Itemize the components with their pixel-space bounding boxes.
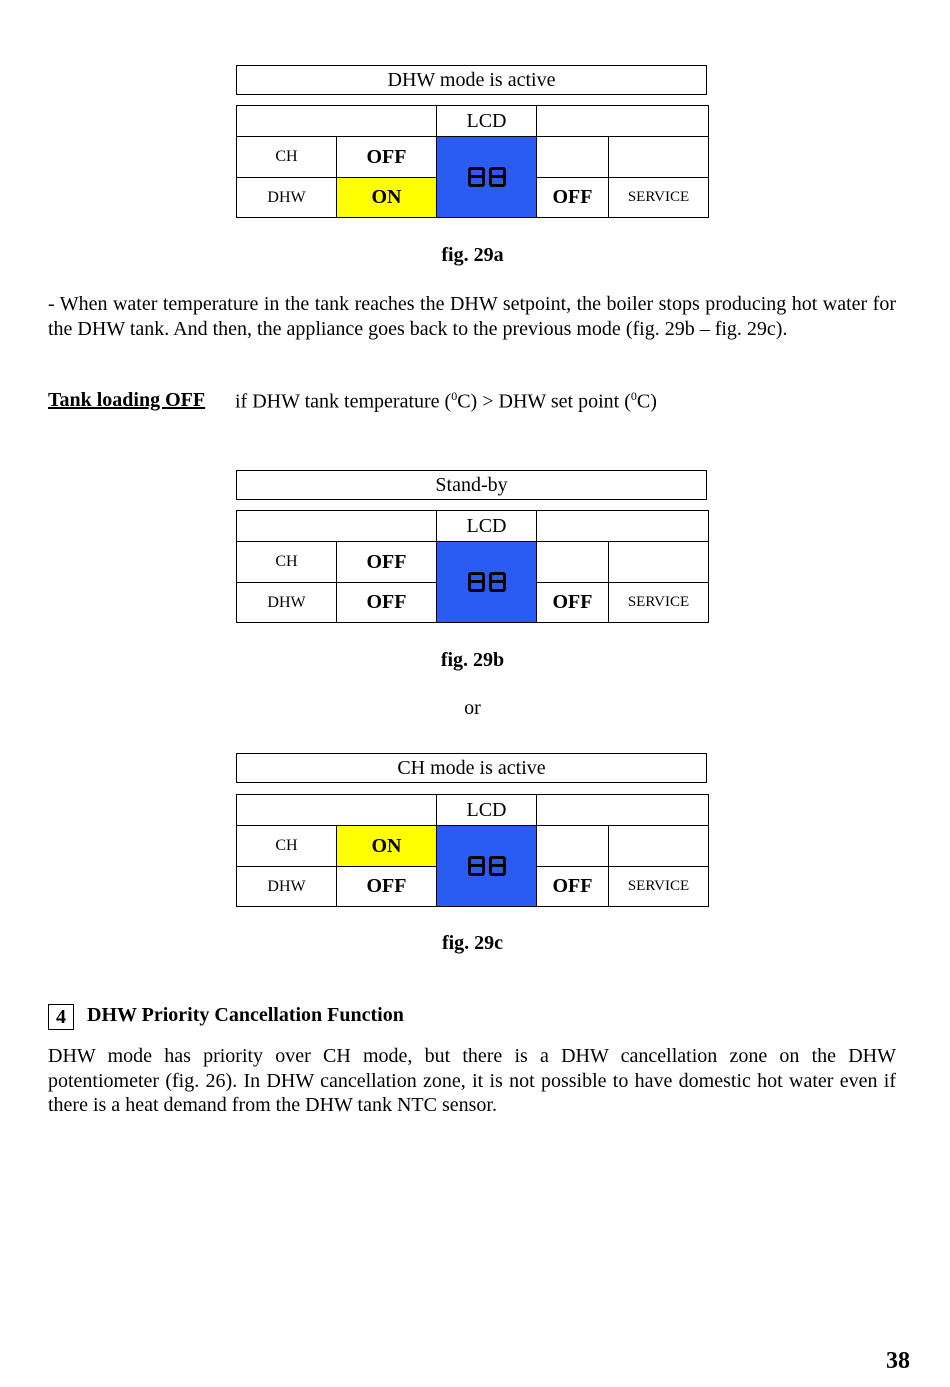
ch-state: OFF bbox=[336, 136, 437, 178]
dhw-state: OFF bbox=[336, 866, 437, 907]
output-state: OFF bbox=[536, 177, 609, 218]
dhw-state: ON bbox=[336, 177, 437, 218]
lcd-digit bbox=[489, 167, 506, 187]
dhw-label: DHW bbox=[236, 177, 337, 218]
service-label: SERVICE bbox=[608, 582, 709, 623]
or-separator: or bbox=[464, 697, 481, 719]
degree-sup: 0 bbox=[451, 389, 458, 403]
output-state: OFF bbox=[536, 866, 609, 907]
paragraph-priority-cancellation: DHW mode has priority over CH mode, but there is a DHW cancellation zone on the DHW potentiometer (fig. 26). In DHW cancellation zone, it is not possible to have domestic hot water even if there is a heat demand from the DHW tank NTC sensor. bbox=[48, 1045, 896, 1116]
section-title: DHW Priority Cancellation Function bbox=[87, 1004, 404, 1026]
lcd-digit bbox=[468, 856, 485, 876]
blank-cell bbox=[608, 136, 709, 178]
lcd-digit bbox=[489, 856, 506, 876]
blank-cell bbox=[536, 105, 709, 137]
rule-text-c: C) bbox=[636, 390, 657, 413]
blank-cell bbox=[536, 136, 609, 178]
lcd-display bbox=[436, 541, 537, 623]
ch-label: CH bbox=[236, 541, 337, 583]
figure-title: Stand-by bbox=[236, 470, 707, 500]
ch-label: CH bbox=[236, 825, 337, 867]
rule-text-b: C) > DHW set point ( bbox=[457, 390, 631, 413]
dhw-label: DHW bbox=[236, 866, 337, 907]
lcd-label: LCD bbox=[436, 794, 537, 826]
rule-condition bbox=[235, 389, 657, 414]
ch-label: CH bbox=[236, 136, 337, 178]
service-label: SERVICE bbox=[608, 866, 709, 907]
ch-state: OFF bbox=[336, 541, 437, 583]
figure-caption: fig. 29a bbox=[441, 244, 504, 266]
output-state: OFF bbox=[536, 582, 609, 623]
blank-cell bbox=[608, 541, 709, 583]
dhw-state: OFF bbox=[336, 582, 437, 623]
figure-title: CH mode is active bbox=[236, 753, 707, 783]
figure-caption: fig. 29c bbox=[441, 932, 504, 954]
lcd-display bbox=[436, 136, 537, 218]
blank-cell bbox=[608, 825, 709, 867]
lcd-label: LCD bbox=[436, 105, 537, 137]
paragraph-tank-setpoint: - When water temperature in the tank reaches the DHW setpoint, the boiler stops producing hot water for the DHW tank. And then, the appliance goes back to the previous mode (fig. 29b – fig. 29c). bbox=[48, 293, 896, 340]
lcd-digit bbox=[468, 167, 485, 187]
rule-text-a: if DHW tank temperature ( bbox=[235, 390, 452, 413]
figure-title: DHW mode is active bbox=[236, 65, 707, 95]
lcd-label: LCD bbox=[436, 510, 537, 542]
dhw-label: DHW bbox=[236, 582, 337, 623]
blank-cell bbox=[536, 541, 609, 583]
blank-cell bbox=[236, 510, 437, 542]
service-label: SERVICE bbox=[608, 177, 709, 218]
figure-caption: fig. 29b bbox=[440, 649, 505, 671]
page-number: 38 bbox=[886, 1348, 910, 1374]
degree-sup: 0 bbox=[630, 389, 637, 403]
blank-cell bbox=[536, 825, 609, 867]
blank-cell bbox=[236, 794, 437, 826]
blank-cell bbox=[236, 105, 437, 137]
lcd-digits bbox=[468, 572, 506, 592]
blank-cell bbox=[536, 794, 709, 826]
lcd-digits bbox=[468, 167, 506, 187]
blank-cell bbox=[536, 510, 709, 542]
lcd-digits bbox=[468, 856, 506, 876]
rule-label: Tank loading OFF bbox=[48, 389, 206, 411]
lcd-digit bbox=[489, 572, 506, 592]
lcd-digit bbox=[468, 572, 485, 592]
ch-state: ON bbox=[336, 825, 437, 867]
section-number-box: 4 bbox=[48, 1004, 74, 1030]
lcd-display bbox=[436, 825, 537, 907]
